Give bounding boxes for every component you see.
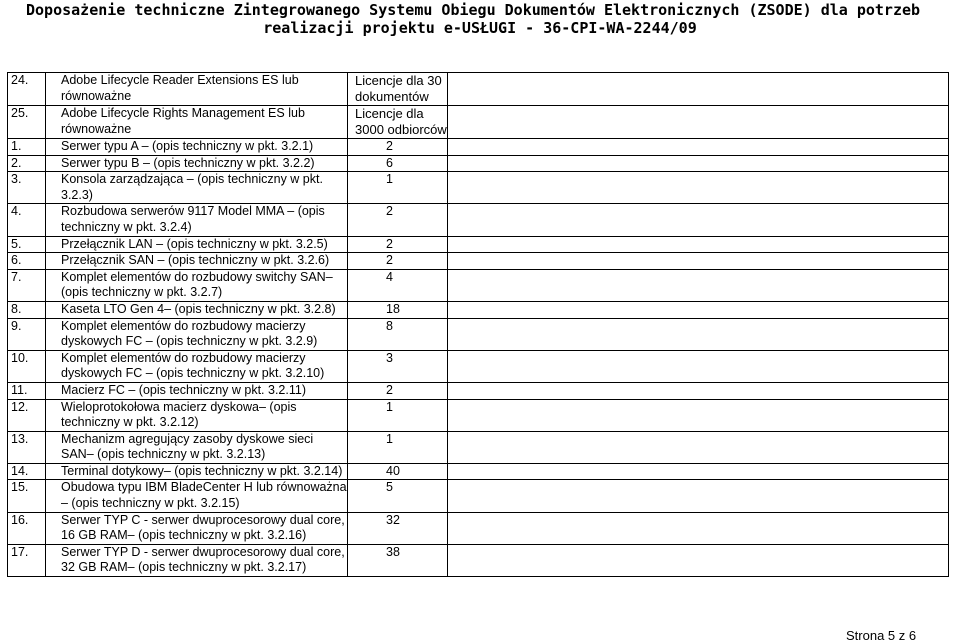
item-quantity: 2 <box>348 253 448 270</box>
row-number: 3. <box>8 172 46 204</box>
item-name: Adobe Lifecycle Reader Extensions ES lub równoważne <box>46 73 348 106</box>
table-row <box>8 318 949 350</box>
header-title-line-2: realizacji projektu e-USŁUGI - 36-CPI-WA-2244/09 <box>263 19 697 37</box>
table-row <box>8 253 949 270</box>
header-title-line-1: Doposażenie techniczne Zintegrowanego Systemu Obiegu Dokumentów Elektronicznych (ZSODE) dla potrzeb <box>26 1 921 19</box>
page-number: Strona 5 z 6 <box>846 628 917 643</box>
row-number: 10. <box>8 350 46 382</box>
item-quantity: 2 <box>348 382 448 399</box>
empty-cell <box>448 350 949 382</box>
table-row <box>8 463 949 480</box>
item-name: Komplet elementów do rozbudowy macierzy dyskowych FC – (opis techniczny w pkt. 3.2.10) <box>46 350 348 382</box>
item-quantity: 1 <box>348 431 448 463</box>
equipment-table-body <box>8 73 949 577</box>
item-quantity: 1 <box>348 399 448 431</box>
row-number: 13. <box>8 431 46 463</box>
item-quantity: 5 <box>348 480 448 512</box>
item-quantity: 6 <box>348 155 448 172</box>
table-row <box>8 269 949 301</box>
item-name: Terminal dotykowy– (opis techniczny w pkt. 3.2.14) <box>46 463 348 480</box>
table-row <box>8 512 949 544</box>
table-row <box>8 544 949 576</box>
item-quantity: Licencje dla 3000 odbiorców <box>348 106 448 139</box>
empty-cell <box>448 399 949 431</box>
row-number: 2. <box>8 155 46 172</box>
row-number: 15. <box>8 480 46 512</box>
empty-cell <box>448 172 949 204</box>
item-quantity: 2 <box>348 236 448 253</box>
row-number: 7. <box>8 269 46 301</box>
row-number: 9. <box>8 318 46 350</box>
item-name: Przełącznik LAN – (opis techniczny w pkt. 3.2.5) <box>46 236 348 253</box>
row-number: 16. <box>8 512 46 544</box>
table-row <box>8 73 949 106</box>
item-name: Wieloprotokołowa macierz dyskowa– (opis techniczny w pkt. 3.2.12) <box>46 399 348 431</box>
item-quantity: 32 <box>348 512 448 544</box>
item-name: Adobe Lifecycle Rights Management ES lub równoważne <box>46 106 348 139</box>
empty-cell <box>448 139 949 156</box>
item-quantity: 2 <box>348 139 448 156</box>
table-row <box>8 139 949 156</box>
item-quantity: 18 <box>348 301 448 318</box>
row-number: 17. <box>8 544 46 576</box>
item-quantity: Licencje dla 30 dokumentów <box>348 73 448 106</box>
empty-cell <box>448 204 949 236</box>
empty-cell <box>448 301 949 318</box>
item-quantity: 1 <box>348 172 448 204</box>
item-quantity: 8 <box>348 318 448 350</box>
item-name: Rozbudowa serwerów 9117 Model MMA – (opis techniczny w pkt. 3.2.4) <box>46 204 348 236</box>
empty-cell <box>448 73 949 106</box>
item-name: Serwer typu A – (opis techniczny w pkt. 3.2.1) <box>46 139 348 156</box>
empty-cell <box>448 463 949 480</box>
row-number: 14. <box>8 463 46 480</box>
empty-cell <box>448 236 949 253</box>
item-name: Komplet elementów do rozbudowy macierzy dyskowych FC – (opis techniczny w pkt. 3.2.9) <box>46 318 348 350</box>
table-row <box>8 382 949 399</box>
empty-cell <box>448 382 949 399</box>
item-name: Serwer typu B – (opis techniczny w pkt. 3.2.2) <box>46 155 348 172</box>
item-name: Serwer TYP D - serwer dwuprocesorowy dual core, 32 GB RAM– (opis techniczny w pkt. 3.2.17) <box>46 544 348 576</box>
table-row <box>8 204 949 236</box>
item-name: Mechanizm agregujący zasoby dyskowe sieci SAN– (opis techniczny w pkt. 3.2.13) <box>46 431 348 463</box>
row-number: 12. <box>8 399 46 431</box>
item-name: Serwer TYP C - serwer dwuprocesorowy dual core, 16 GB RAM– (opis techniczny w pkt. 3.2.16) <box>46 512 348 544</box>
item-name: Macierz FC – (opis techniczny w pkt. 3.2.11) <box>46 382 348 399</box>
table-row <box>8 350 949 382</box>
table-row <box>8 155 949 172</box>
row-number: 11. <box>8 382 46 399</box>
row-number: 6. <box>8 253 46 270</box>
item-quantity: 4 <box>348 269 448 301</box>
equipment-table <box>7 72 949 577</box>
empty-cell <box>448 480 949 512</box>
table-row <box>8 106 949 139</box>
row-number: 25. <box>8 106 46 139</box>
table-row <box>8 172 949 204</box>
table-row <box>8 480 949 512</box>
table-row <box>8 399 949 431</box>
table-row <box>8 236 949 253</box>
item-name: Przełącznik SAN – (opis techniczny w pkt. 3.2.6) <box>46 253 348 270</box>
empty-cell <box>448 544 949 576</box>
empty-cell <box>448 512 949 544</box>
row-number: 1. <box>8 139 46 156</box>
row-number: 5. <box>8 236 46 253</box>
empty-cell <box>448 269 949 301</box>
empty-cell <box>448 106 949 139</box>
row-number: 24. <box>8 73 46 106</box>
empty-cell <box>448 431 949 463</box>
empty-cell <box>448 253 949 270</box>
empty-cell <box>448 318 949 350</box>
row-number: 8. <box>8 301 46 318</box>
item-quantity: 3 <box>348 350 448 382</box>
item-quantity: 2 <box>348 204 448 236</box>
item-name: Obudowa typu IBM BladeCenter H lub równoważna – (opis techniczny w pkt. 3.2.15) <box>46 480 348 512</box>
table-row <box>8 431 949 463</box>
item-name: Kaseta LTO Gen 4– (opis techniczny w pkt. 3.2.8) <box>46 301 348 318</box>
row-number: 4. <box>8 204 46 236</box>
item-name: Konsola zarządzająca – (opis techniczny w pkt. 3.2.3) <box>46 172 348 204</box>
item-name: Komplet elementów do rozbudowy switchy SAN– (opis techniczny w pkt. 3.2.7) <box>46 269 348 301</box>
table-row <box>8 301 949 318</box>
empty-cell <box>448 155 949 172</box>
item-quantity: 40 <box>348 463 448 480</box>
item-quantity: 38 <box>348 544 448 576</box>
